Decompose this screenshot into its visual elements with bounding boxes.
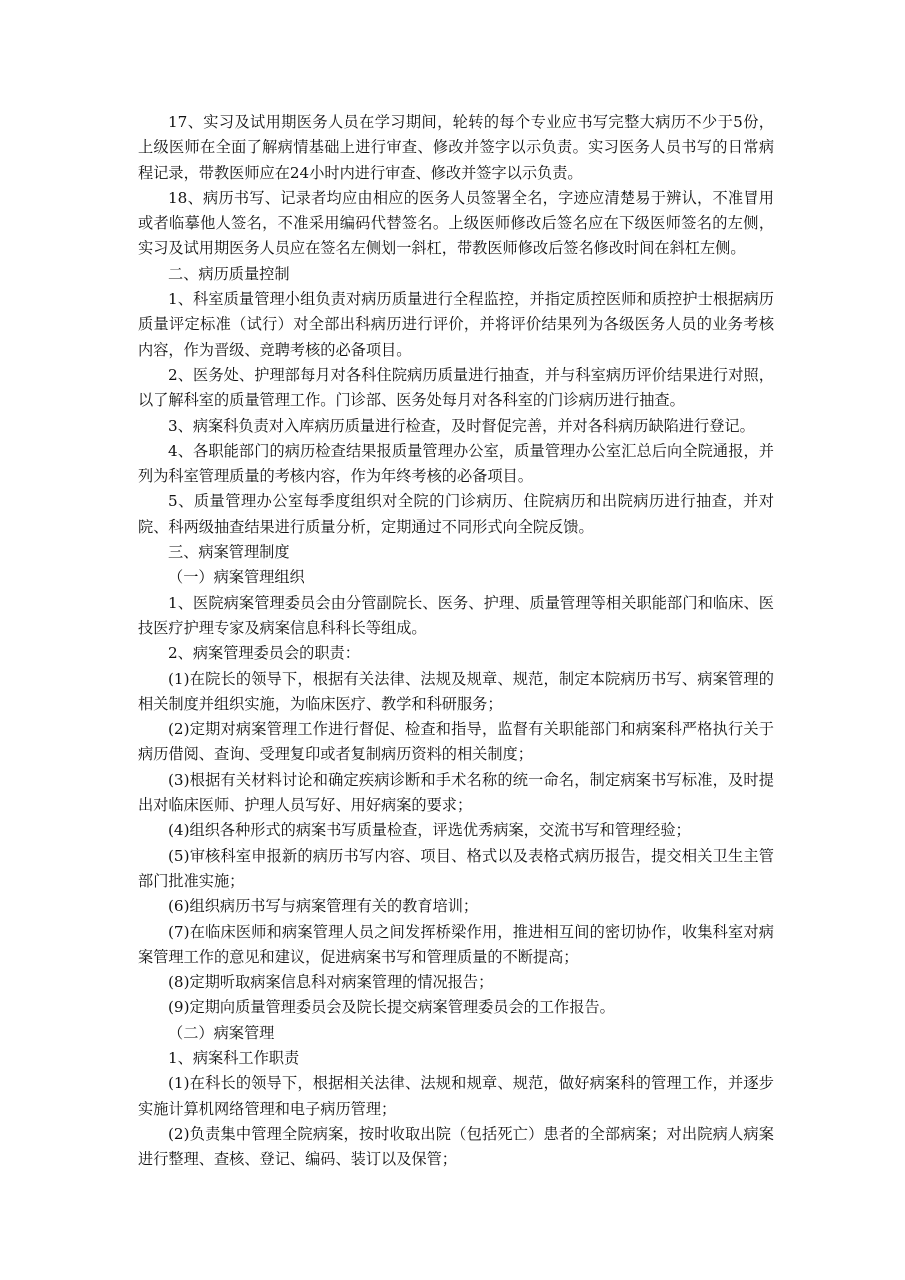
duty-item-2: (2)定期对病案管理工作进行督促、检查和指导，监督有关职能部门和病案科严格执行关于病历借阅、查询、受理复印或者复制病历资料的相关制度；: [138, 720, 774, 764]
duty-item-4: (4)组织各种形式的病案书写质量检查，评选优秀病案，交流书写和管理经验；: [168, 821, 691, 840]
duty-item-6: (6)组织病历书写与病案管理有关的教育培训；: [168, 897, 479, 916]
paragraph-17-intern-records: 17、实习及试用期医务人员在学习期间，轮转的每个专业应书写完整大病历不少于5份，上级医师在全面了解病情基础上进行审查、修改并签字以示负责。实习医务人员书写的日常病程记录，带教医师应在24小时内进行审查、修改并签字以示负责。: [138, 113, 774, 182]
dept-duty-item-2: (2)负责集中管理全院病案，按时收取出院（包括死亡）患者的全部病案；对出院病人病案进行整理、查核、登记、编码、装订以及保管；: [138, 1124, 774, 1169]
duty-item-5: (5)审核科室申报新的病历书写内容、项目、格式以及表格式病历报告，提交相关卫生主管部门批准实施；: [138, 846, 774, 890]
paragraph-qc-3: 3、病案科负责对入库病历质量进行检查，及时督促完善，并对各科病历缺陷进行登记。: [168, 416, 755, 435]
paragraph-qc-2: 2、医务处、护理部每月对各科住院病历质量进行抽查，并与科室病历评价结果进行对照，以了解科室的质量管理工作。门诊部、医务处每月对各科室的门诊病历进行抽查。: [138, 365, 774, 410]
duty-item-7: (7)在临床医师和病案管理人员之间发挥桥梁作用，推进相互间的密切协作，收集科室对病案管理工作的意见和建议，促进病案书写和管理质量的不断提高；: [138, 922, 774, 966]
section-heading-quality-control: 二、病历质量控制: [168, 264, 290, 283]
section-heading-records-system: 三、病案管理制度: [168, 543, 290, 562]
paragraph-dept-duties-heading: 1、病案科工作职责: [168, 1048, 300, 1067]
paragraph-18-signatures: 18、病历书写、记录者均应由相应的医务人员签署全名，字迹应清楚易于辨认，不准冒用或者临摹他人签名，不准采用编码代替签名。上级医师修改后签名应在下级医师签名的左侧，实习及试用期医务人员应在签名左侧划一斜杠，带教医师修改后签名修改时间在斜杠左侧。: [138, 188, 774, 258]
duty-item-8: (8)定期听取病案信息科对病案管理的情况报告；: [168, 973, 494, 992]
paragraph-org-2: 2、病案管理委员会的职责：: [168, 644, 360, 663]
paragraph-qc-5: 5、质量管理办公室每季度组织对全院的门诊病历、住院病历和出院病历进行抽查，并对院、科两级抽查结果进行质量分析，定期通过不同形式向全院反馈。: [138, 492, 774, 536]
dept-duty-item-1: (1)在科长的领导下，根据相关法律、法规和规章、规范，做好病案科的管理工作，并逐步实施计算机网络管理和电子病历管理；: [138, 1074, 774, 1118]
duty-item-1: (1)在院长的领导下，根据有关法律、法规及规章、规范，制定本院病历书写、病案管理的相关制度并组织实施，为临床医疗、教学和科研服务；: [138, 669, 774, 713]
duty-item-3: (3)根据有关材料讨论和确定疾病诊断和手术名称的统一命名，制定病案书写标准，及时提出对临床医师、护理人员写好、用好病案的要求；: [138, 770, 774, 815]
paragraph-qc-4: 4、各职能部门的病历检查结果报质量管理办公室，质量管理办公室汇总后向全院通报，并列为科室管理质量的考核内容，作为年终考核的必备项目。: [138, 441, 774, 486]
duty-item-9: (9)定期向质量管理委员会及院长提交病案管理委员会的工作报告。: [168, 998, 615, 1017]
paragraph-org-1: 1、医院病案管理委员会由分管副院长、医务、护理、质量管理等相关职能部门和临床、医技医疗护理专家及病案信息科科长等组成。: [138, 593, 774, 637]
subsection-heading-organization: （一）病案管理组织: [168, 568, 305, 587]
subsection-heading-records-management: （二）病案管理: [168, 1023, 275, 1042]
paragraph-qc-1: 1、科室质量管理小组负责对病历质量进行全程监控，并指定质控医师和质控护士根据病历质量评定标准（试行）对全部出科病历进行评价，并将评价结果列为各级医务人员的业务考核内容，作为晋级、竞聘考核的必备项目。: [138, 290, 774, 359]
document-page: [138, 110, 774, 1172]
